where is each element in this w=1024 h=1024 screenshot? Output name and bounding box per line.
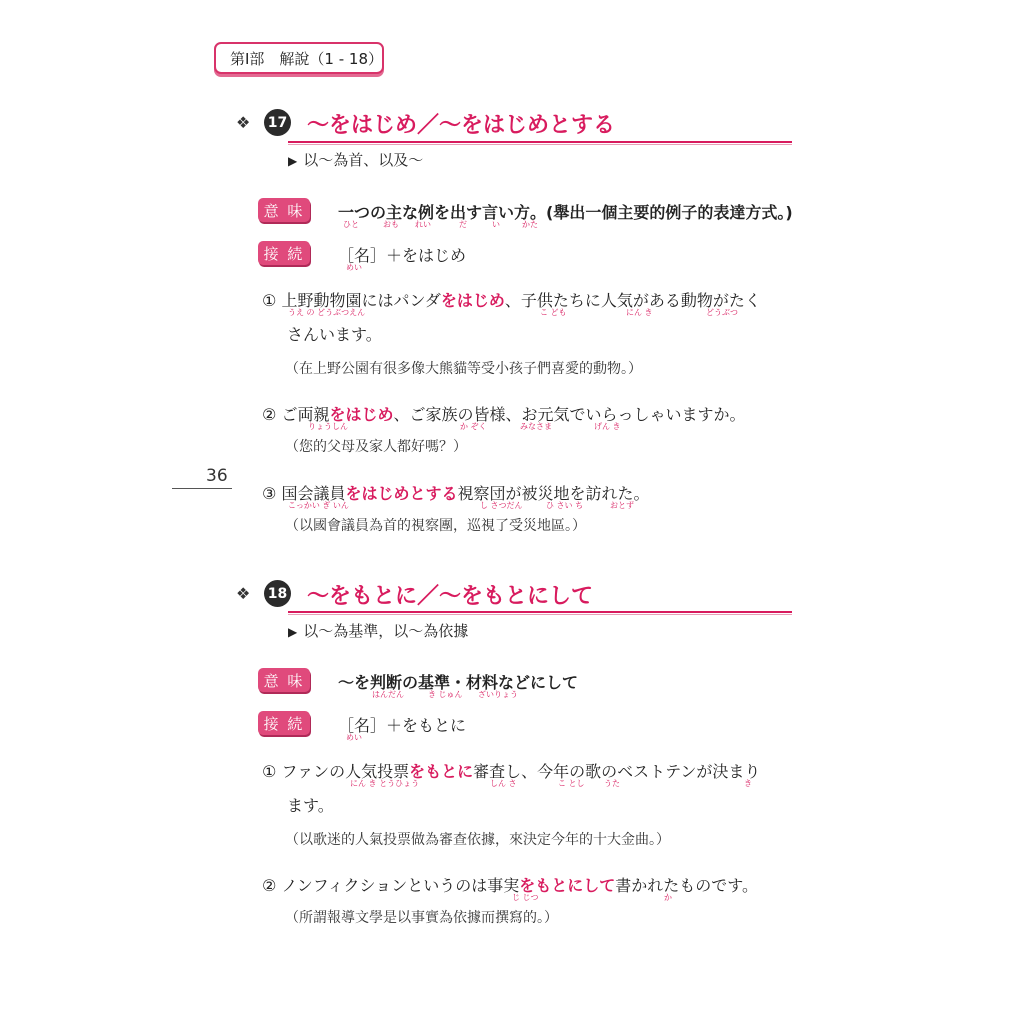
furigana: じ じつ (512, 893, 539, 902)
example-highlight: をはじめ (440, 291, 505, 310)
section-subtitle (288, 620, 468, 641)
furigana: し さつだん (480, 501, 523, 510)
furigana: みなさま (520, 422, 552, 431)
furigana: き (744, 779, 752, 788)
example-marker: ② (262, 405, 277, 424)
example-translation: （您的父母及家人都好嗎？） (285, 439, 467, 455)
section-title: ～をはじめ／～をはじめとする (307, 113, 616, 138)
furigana: にん き とうひょう (350, 779, 420, 788)
furigana: ざいりょう (478, 690, 518, 699)
example-continuation: ます。 (287, 796, 334, 815)
example-text: 、子供たちに人気がある動物がたく (504, 291, 761, 310)
section-title: ～をもとに／～をもとにして (307, 584, 594, 609)
page-number-rule (172, 488, 232, 489)
furigana: げん き (594, 422, 621, 431)
example-translation: （以歌迷的人氣投票做為審查依據，來決定今年的十大金曲。） (285, 832, 670, 848)
furigana: うた (604, 779, 620, 788)
example-text: ファンの人気投票 (281, 762, 410, 781)
example-highlight: をはじめ (329, 405, 394, 424)
furigana: こっかい ぎ いん (288, 501, 349, 510)
furigana: か (664, 893, 672, 902)
example-text: ノンフィクションというのは事実 (281, 876, 520, 895)
meaning-text: ～を判断の基準・材料などにして (338, 673, 579, 692)
page-number: 36 (206, 466, 228, 486)
furigana: こ とし (558, 779, 585, 788)
example-translation: （在上野公園有很多像大熊貓等受小孩子們喜愛的動物。） (285, 361, 642, 377)
chapter-tab-label: 第Ⅰ部 解說（1 - 18） (230, 50, 384, 68)
furigana: かた (522, 220, 538, 229)
meaning-badge: 意 味 (258, 668, 310, 692)
meaning-badge: 意 味 (258, 198, 310, 222)
example-translation: （以國會議員為首的視察團，巡視了受災地區。） (285, 518, 586, 534)
example-text: 視察団が被災地を訪れた。 (457, 484, 650, 503)
furigana: だ (459, 220, 467, 229)
section-title-rule (288, 611, 792, 613)
furigana: か ぞく (460, 422, 487, 431)
furigana: い (492, 220, 500, 229)
example-marker: ① (262, 291, 277, 310)
furigana: めい (346, 733, 362, 742)
diamond-bullet-icon: ❖ (236, 584, 251, 603)
furigana: しん さ (490, 779, 517, 788)
example-highlight: をもとに (409, 762, 474, 781)
furigana: ひ さい ち (546, 501, 584, 510)
furigana: うえ の どうぶつえん (288, 308, 366, 317)
example-sentence (262, 873, 758, 896)
connection-text: ［名］＋をもとに (338, 716, 467, 735)
example-highlight: をはじめとする (345, 484, 458, 503)
example-marker: ③ (262, 484, 277, 503)
connection-badge: 接 続 (258, 711, 310, 735)
triangle-right-icon: ▶ (288, 154, 298, 168)
example-translation: （所謂報導文學是以事實為依據而撰寫的。） (285, 910, 558, 926)
furigana: れい (415, 220, 431, 229)
connection-text: ［名］＋をはじめ (338, 246, 467, 265)
furigana: おとず (610, 501, 634, 510)
example-text: ご両親 (281, 405, 330, 424)
example-text: 、ご家族の皆様、お元気でいらっしゃいますか。 (393, 405, 746, 424)
section-title-rule (288, 141, 792, 143)
example-marker: ② (262, 876, 277, 895)
section-subtitle (288, 149, 423, 170)
triangle-right-icon: ▶ (288, 625, 298, 639)
meaning-text: 一つの主な例を出す言い方。(舉出一個主要的例子的表達方式。) (338, 203, 793, 222)
section-subtitle-text: 以～為基準，以～為依據 (303, 622, 469, 640)
section-number-badge: 17 (264, 109, 291, 136)
chapter-tab (214, 42, 384, 74)
example-text: 書かれたものです。 (615, 876, 758, 895)
furigana: りょうしん (308, 422, 348, 431)
example-text: 国会議員 (281, 484, 346, 503)
furigana: こ ども (540, 308, 567, 317)
example-text: 審査し、今年の歌のベストテンが決まり (473, 762, 761, 781)
furigana: はんだん (372, 690, 404, 699)
connection-badge: 接 続 (258, 241, 310, 265)
diamond-bullet-icon: ❖ (236, 113, 251, 132)
example-continuation: さんいます。 (287, 325, 382, 344)
furigana: にん き (626, 308, 653, 317)
section-subtitle-text: 以～為首、以及～ (303, 151, 424, 169)
example-highlight: をもとにして (519, 876, 616, 895)
furigana: き じゅん (428, 690, 463, 699)
example-marker: ① (262, 762, 277, 781)
furigana: めい (346, 263, 362, 272)
furigana: ひと (343, 220, 359, 229)
furigana: どうぶつ (706, 308, 738, 317)
section-number-badge: 18 (264, 580, 291, 607)
example-text: 上野動物園にはパンダ (281, 291, 441, 310)
furigana: おも (383, 220, 399, 229)
